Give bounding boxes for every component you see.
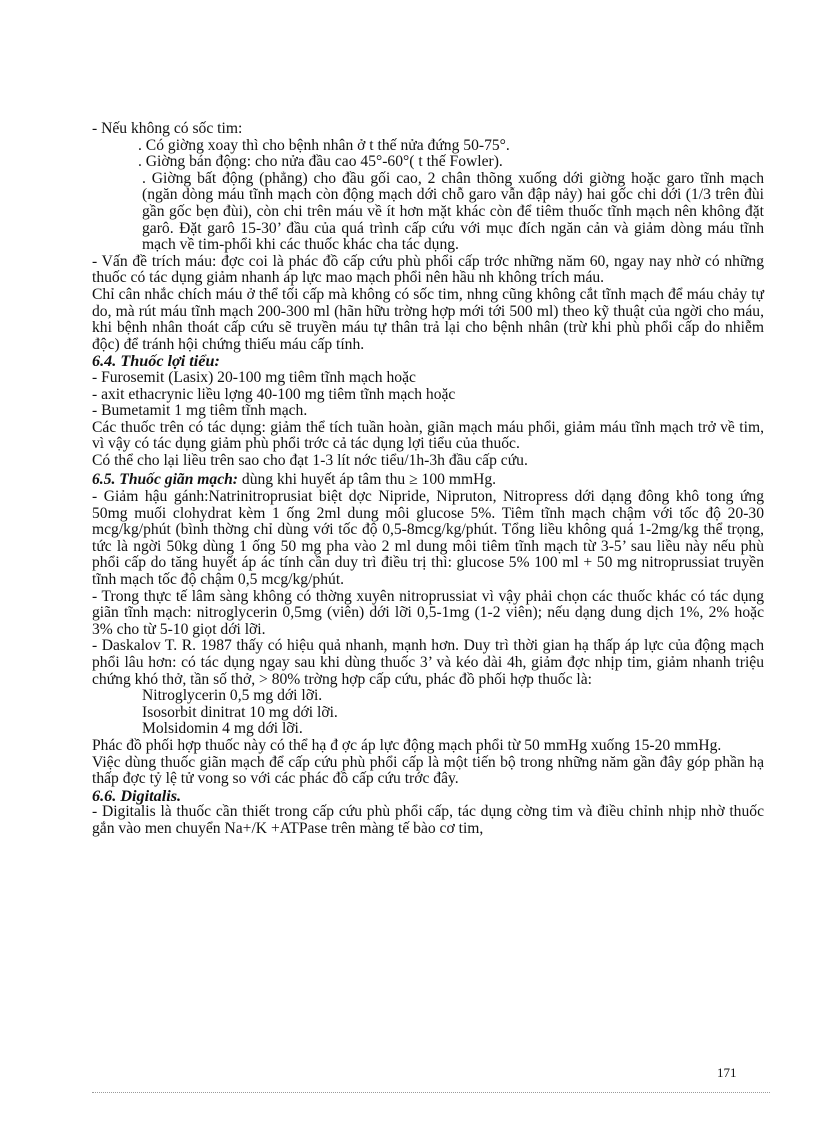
list-item: - Bumetamit 1 mg tiêm tĩnh mạch. (92, 402, 308, 420)
page-body (92, 121, 764, 838)
section-heading: 6.5. Thuốc giãn mạch: (92, 471, 238, 489)
paragraph: Có thể cho lại liều trên sao cho đạt 1-3 lít nớc tiểu/1h-3h đầu cấp cứu. (92, 451, 528, 469)
paragraph: - Daskalov T. R. 1987 thấy có hiệu quả nhanh, mạnh hơn. Duy trì thời gian hạ thấp áp lực của động mạch phổi lâu hơn: có tác dụng ngay sau khi dùng thuốc 3’ và kéo dài 4h, giảm đợc nhịp tim, giảm nhanh triệu chứng khó thở, tần số thở, > 80% trờng hợp cấp cứu, phác đồ phối hợp thuốc là: (92, 637, 764, 688)
list-item: . Có giờng xoay thì cho bệnh nhân ở t thế nửa đứng 50-75°. (138, 136, 510, 154)
list-item: . Giờng bán động: cho nửa đầu cao 45°-60°( t thế Fowler). (138, 153, 503, 171)
paragraph: - Vấn đề trích máu: đợc coi là phác đồ cấp cứu phù phổi cấp trớc những năm 60, ngay nay nhờ có những thuốc có tác dụng giảm nhanh áp lực mao mạch phổi nên hầu nh không trích máu. (92, 252, 764, 287)
paragraph: Phác đồ phối hợp thuốc này có thể hạ đ ợc áp lực động mạch phổi từ 50 mmHg xuống 15-20 mmHg. (92, 736, 722, 754)
paragraph: Các thuốc trên có tác dụng: giảm thể tích tuần hoàn, giãn mạch máu phổi, giảm máu tĩnh mạch trở về tim, vì vậy có tác dụng giảm phù phổi trớc cả tác dụng lợi tiểu của thuốc. (92, 418, 764, 453)
list-item: - axit ethacrynic liều lợng 40-100 mg tiêm tĩnh mạch hoặc (92, 385, 456, 403)
paragraph: Việc dùng thuốc giãn mạch để cấp cứu phù phổi cấp là một tiến bộ trong những năm gần đây góp phần hạ thấp đợc tỷ lệ tử vong so với các phác đồ cấp cứu trớc đây. (92, 753, 764, 788)
list-item: Isosorbit dinitrat 10 mg dới lỡi. (142, 703, 338, 721)
section-heading: 6.6. Digitalis. (92, 786, 182, 805)
paragraph: - Digitalis là thuốc cần thiết trong cấp cứu phù phổi cấp, tác dụng cờng tim và điều chỉnh nhịp nhờ thuốc gắn vào men chuyển Na+/K +ATPase trên màng tế bào cơ tim, (92, 803, 764, 837)
paragraph: - Giảm hậu gánh:Natrinitroprusiat biệt dợc Nipride, Nipruton, Nitropress dới dạng đông khô tong ứng 50mg muối clohydrat kèm 1 ống 2ml dung môi glucose 5%. Tiêm tĩnh mạch chậm với tốc độ 20-30 mcg/kg/phút (bình thờng chỉ dùng với tốc độ 0,5-8mcg/kg/phút. Tổng liều không quá 1-2mg/kg thể trọng, tức là ngời 50kg dùng 1 ống 50 mg pha vào 2 ml dung môi tiêm tĩnh mạch từ 3-5’ sau liều này nếu phù phổi cấp do tăng huyết áp ác tính cần duy trì điều trị thì: glucose 5% 100 ml + 50 mg nitroprussiat truyền tĩnh mạch tốc độ chậm 0,5 mcg/kg/phút. (92, 488, 764, 589)
paragraph: Chỉ cân nhắc chích máu ở thể tối cấp mà không có sốc tim, nhng cũng không cắt tĩnh mạch để máu chảy tự do, mà rút máu tĩnh mạch 200-300 ml (hãn hữu trờng hợp mới tới 500 ml) theo kỹ thuật của ngời cho máu, khi bệnh nhân thoát cấp cứu sẽ truyền máu tự thân trả lại cho bệnh nhân (trừ khi phù phổi cấp do nhiễm độc) để tránh hội chứng thiếu máu cấp tính. (92, 285, 764, 353)
section-heading: 6.4. Thuốc lợi tiểu: (92, 352, 220, 371)
list-item: Nitroglycerin 0,5 mg dới lỡi. (142, 687, 323, 705)
list-item: - Furosemit (Lasix) 20-100 mg tiêm tĩnh mạch hoặc (92, 368, 416, 386)
footer-divider (92, 1092, 770, 1093)
list-item: . Giờng bất động (phẳng) cho đầu gối cao, 2 chân thõng xuống dới giờng hoặc garo tĩnh mạch (ngăn dòng máu tĩnh mạch còn động mạch dới chỗ garo vẫn đập nảy) hai gốc chi dới (1/3 trên đùi gần gốc bẹn đùi), còn chi trên máu về ít hơn mặt khác còn để tiêm thuốc tĩnh mạch nên không đặt garô. Đặt garô 15-30’ đầu của quá trình cấp cứu với mục đích ngăn cản và giảm dòng máu tĩnh mạch về tim-phổi khi các thuốc khác cha tác dụng. (142, 169, 764, 254)
list-item: Molsidomin 4 mg dới lỡi. (142, 720, 303, 738)
paragraph: - Nếu không có sốc tim: (92, 120, 243, 137)
page-number: 171 (717, 1065, 737, 1080)
section-heading-text: dùng khi huyết áp tâm thu ≥ 100 mmHg. (238, 471, 497, 489)
paragraph: - Trong thực tế lâm sàng không có thờng xuyên nitroprussiat vì vậy phải chọn các thuốc khác có tác dụng giãn tĩnh mạch: nitroglycerin 0,5mg (viên) dới lỡi 0,5-1mg (1-2 viên); nếu dạng dung dịch 1%, 2% hoặc 3% cho từ 5-10 giọt dới lỡi. (92, 587, 764, 638)
section-heading-line (92, 472, 764, 489)
